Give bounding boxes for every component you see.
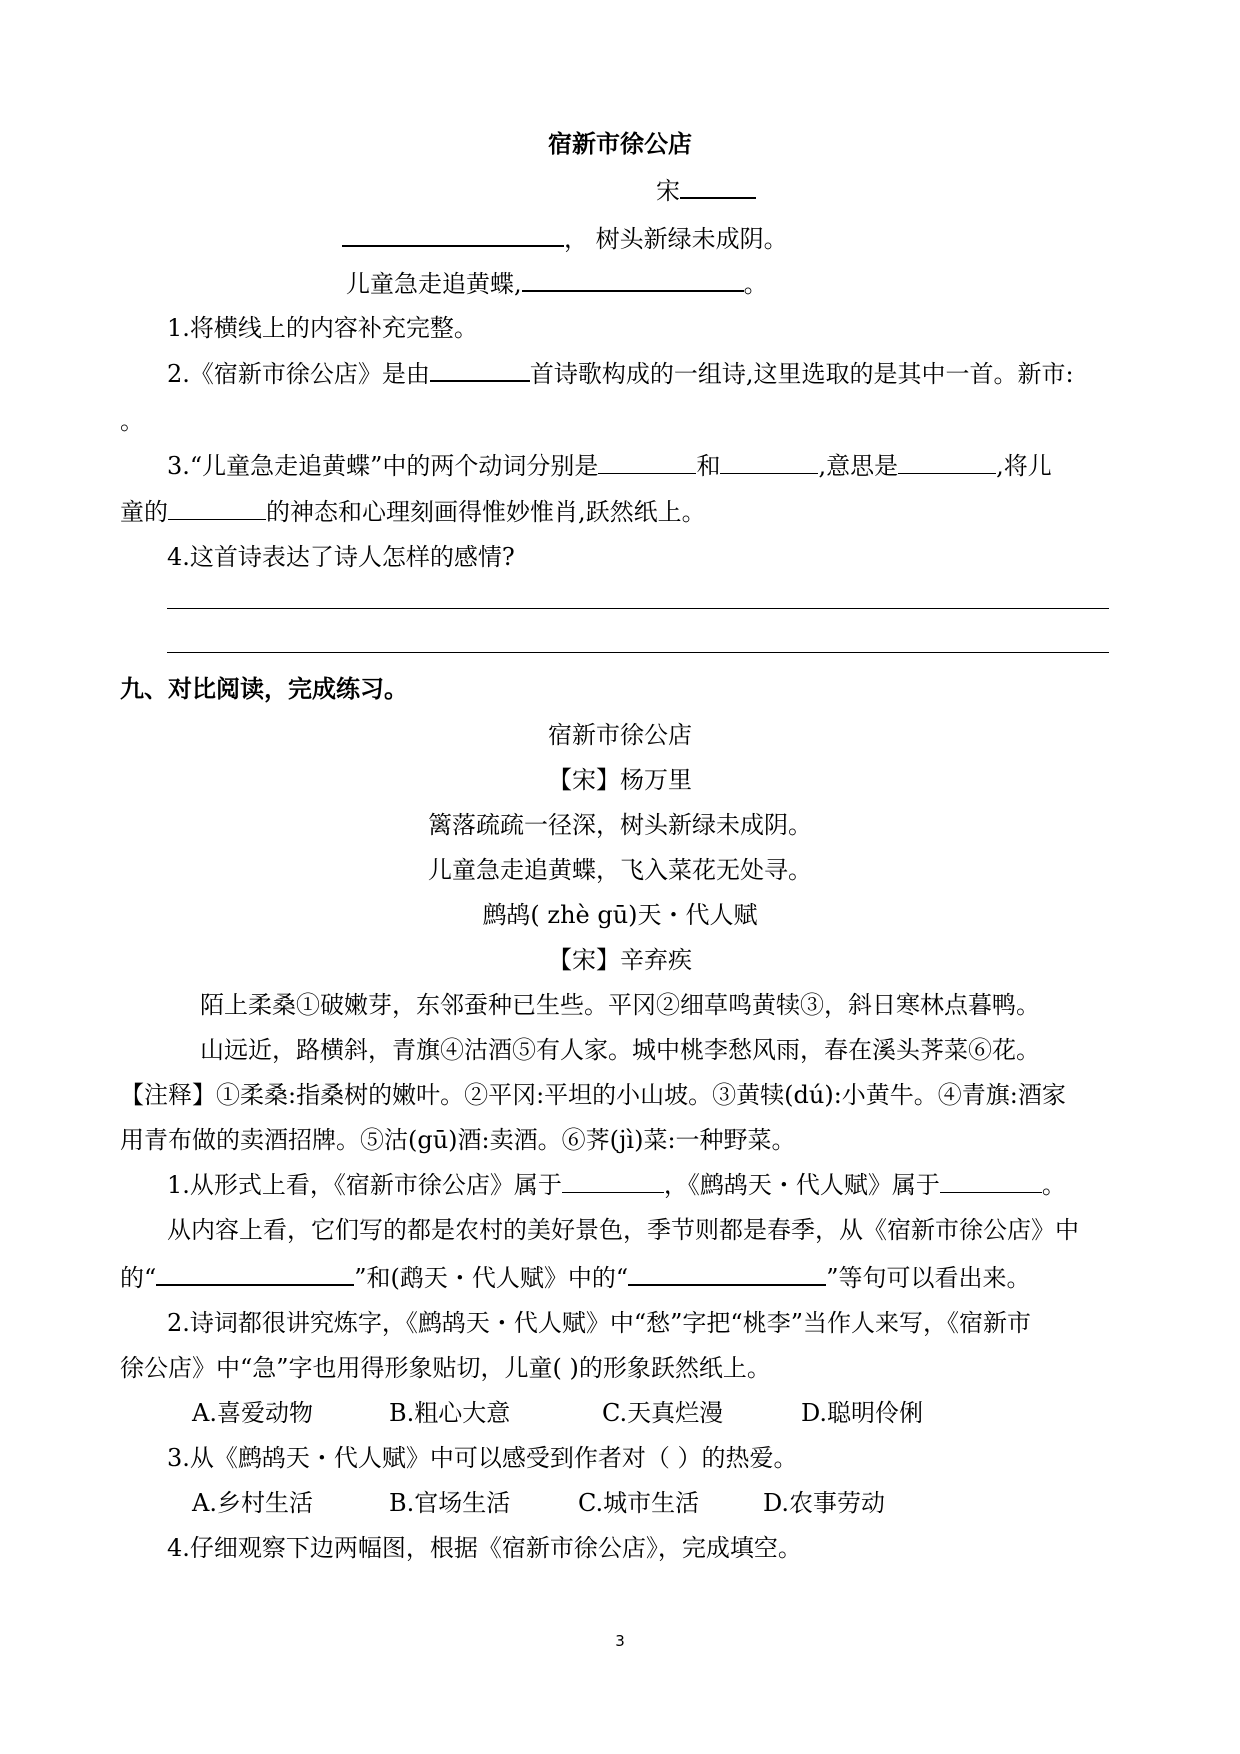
line1-rest: ， 树头新绿未成阴。 xyxy=(564,225,788,253)
answer-line-2[interactable] xyxy=(167,652,1109,653)
notes-line-2: 用青布做的卖酒招牌。⑤沽(gū)酒:卖酒。⑥荠(jì)菜:一种野菜。 xyxy=(120,1126,796,1154)
author-blank[interactable] xyxy=(680,173,756,199)
q2-text-a: 2.《宿新市徐公店》是由 xyxy=(167,360,430,388)
poem1-author: 【宋】杨万里 xyxy=(548,766,692,794)
poem-line-2 xyxy=(346,266,768,301)
q3-text-e: 童的 xyxy=(120,498,168,526)
poem1-line-1: 篱落疏疏一径深，树头新绿未成阴。 xyxy=(428,811,812,839)
q2-option-b[interactable]: B.粗心大意 xyxy=(389,1399,511,1427)
q2-blank[interactable] xyxy=(430,356,530,382)
s9-question-2-cont: 徐公店》中“急”字也用得形象贴切，儿童( )的形象跃然纸上。 xyxy=(120,1354,771,1382)
page-number: 3 xyxy=(615,1632,625,1650)
poem-title: 宿新市徐公店 xyxy=(548,130,692,158)
question-3-cont xyxy=(120,495,706,529)
q3-option-b[interactable]: B.官场生活 xyxy=(389,1489,511,1517)
q3-blank-4[interactable] xyxy=(168,495,266,520)
q2-option-c[interactable]: C.天真烂漫 xyxy=(602,1399,724,1427)
question-3 xyxy=(167,449,1052,483)
s9-question-1-cont: 从内容上看，它们写的都是农村的美好景色，季节则都是春季，从《宿新市徐公店》中 xyxy=(167,1216,1079,1244)
q2-text-b: 首诗歌构成的一组诗,这里选取的是其中一首。新市: xyxy=(529,360,1074,388)
poem1-line-2: 儿童急走追黄蝶，飞入菜花无处寻。 xyxy=(428,856,812,884)
q2-option-d[interactable]: D.聪明伶俐 xyxy=(801,1399,924,1427)
author-line xyxy=(656,173,756,208)
q2-option-a[interactable]: A.喜爱动物 xyxy=(192,1399,313,1427)
question-1: 1.将横线上的内容补充完整。 xyxy=(167,314,478,342)
s9q1-blank-2[interactable] xyxy=(940,1168,1042,1193)
line2-blank[interactable] xyxy=(522,266,744,292)
q3-blank-2[interactable] xyxy=(720,449,818,474)
line1-blank[interactable] xyxy=(342,221,564,247)
s9-question-3: 3.从《鹧鸪天・代人赋》中可以感受到作者对（ ）的热爱。 xyxy=(167,1444,798,1472)
q3-text-a: 3.“儿童急走追黄蝶”中的两个动词分别是 xyxy=(167,452,599,480)
s9-question-2: 2.诗词都很讲究炼字，《鹧鸪天・代人赋》中“愁”字把“桃李”当作人来写，《宿新市 xyxy=(167,1309,1031,1337)
s9-question-4: 4.仔细观察下边两幅图，根据《宿新市徐公店》，完成填空。 xyxy=(167,1534,802,1562)
s9q1-text-e: 的“ xyxy=(120,1264,157,1292)
s9q1-text-g: ”等句可以看出来。 xyxy=(826,1264,1031,1292)
line2-end: 。 xyxy=(743,270,768,298)
line2-start: 儿童急走追黄蝶, xyxy=(346,270,522,298)
section-heading: 九、对比阅读，完成练习。 xyxy=(120,675,408,703)
s9-question-1 xyxy=(167,1168,1066,1202)
q3-blank-3[interactable] xyxy=(898,449,996,474)
s9q1-blank-3[interactable] xyxy=(156,1260,354,1286)
s9-question-1-cont-2 xyxy=(120,1260,1030,1295)
q3-text-c: ,意思是 xyxy=(818,452,899,480)
question-2 xyxy=(167,356,1074,391)
question-2-cont: 。 xyxy=(120,407,144,435)
dynasty-label: 宋 xyxy=(656,177,680,205)
question-4: 4.这首诗表达了诗人怎样的感情? xyxy=(167,543,515,571)
poem2-line-2: 山远近，路横斜，青旗④沽酒⑤有人家。城中桃李愁风雨，春在溪头荠菜⑥花。 xyxy=(200,1036,1040,1064)
answer-line-1[interactable] xyxy=(167,608,1109,609)
q3-text-f: 的神态和心理刻画得惟妙惟肖,跃然纸上。 xyxy=(266,498,706,526)
poem-line-1 xyxy=(342,221,788,256)
s9q1-blank-4[interactable] xyxy=(628,1260,826,1286)
s9q1-text-b: ，《鹧鸪天・代人赋》属于 xyxy=(663,1171,940,1199)
notes-line-1: 【注释】①柔桑:指桑树的嫩叶。②平冈:平坦的小山坡。③黄犊(dú):小黄牛。④青旗:酒家 xyxy=(120,1081,1066,1109)
poem2-title: 鹧鸪( zhè gū)天・代人赋 xyxy=(482,901,758,929)
s9q1-blank-1[interactable] xyxy=(562,1168,664,1193)
q3-option-a[interactable]: A.乡村生活 xyxy=(192,1489,313,1517)
s9q1-text-a: 1.从形式上看，《宿新市徐公店》属于 xyxy=(167,1171,562,1199)
q3-blank-1[interactable] xyxy=(598,449,696,474)
s9q1-text-f: ”和(鹉天・代人赋》中的“ xyxy=(354,1264,629,1292)
poem1-title: 宿新市徐公店 xyxy=(548,721,692,749)
s9q1-text-c: 。 xyxy=(1041,1171,1066,1199)
q3-option-d[interactable]: D.农事劳动 xyxy=(763,1489,886,1517)
q3-text-b: 和 xyxy=(696,452,721,480)
q3-text-d: ,将儿 xyxy=(996,452,1052,480)
poem2-author: 【宋】辛弃疾 xyxy=(548,946,692,974)
q3-option-c[interactable]: C.城市生活 xyxy=(578,1489,700,1517)
poem2-line-1: 陌上柔桑①破嫩芽，东邻蚕种已生些。平冈②细草鸣黄犊③，斜日寒林点暮鸭。 xyxy=(200,991,1040,1019)
